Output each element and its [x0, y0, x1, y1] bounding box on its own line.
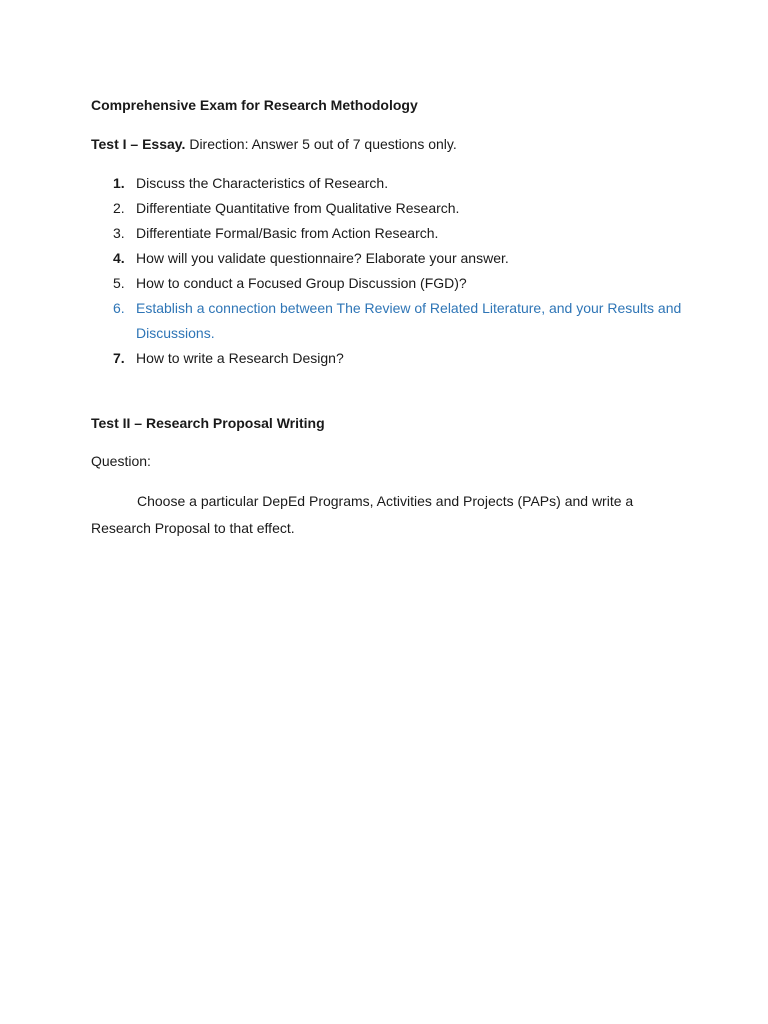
question-number: 7. — [113, 350, 125, 366]
question-text: Establish a connection between The Review of Related Literature, and your Results and Discussions. — [136, 300, 682, 341]
question-number: 5. — [113, 275, 125, 291]
question-number: 4. — [113, 250, 125, 266]
question-text: Discuss the Characteristics of Research. — [136, 175, 389, 191]
list-item — [91, 246, 691, 271]
question-number: 6. — [113, 300, 125, 316]
test2-heading: Test II – Research Proposal Writing — [91, 415, 325, 431]
list-item — [91, 346, 691, 371]
question-number: 3. — [113, 225, 125, 241]
question-text: How will you validate questionnaire? Elaborate your answer. — [136, 250, 509, 266]
list-item-highlighted — [91, 296, 691, 346]
list-item — [91, 171, 691, 196]
question-number: 2. — [113, 200, 125, 216]
list-item — [91, 196, 691, 221]
proposal-question-text: Choose a particular DepEd Programs, Activities and Projects (PAPs) and write a Research Proposal to that effect. — [91, 493, 634, 536]
question-text: Differentiate Formal/Basic from Action Research. — [136, 225, 439, 241]
question-list — [91, 171, 691, 371]
test1-heading — [91, 134, 457, 154]
question-text: How to conduct a Focused Group Discussion (FGD)? — [136, 275, 467, 291]
question-text: How to write a Research Design? — [136, 350, 344, 366]
list-item — [91, 271, 691, 296]
page-title: Comprehensive Exam for Research Methodology — [91, 97, 418, 113]
question-number: 1. — [113, 175, 125, 191]
list-item — [91, 221, 691, 246]
test1-direction: Direction: Answer 5 out of 7 questions only. — [185, 136, 457, 152]
question-text: Differentiate Quantitative from Qualitative Research. — [136, 200, 460, 216]
question-label: Question: — [91, 453, 151, 469]
test1-heading-lead: Test I – Essay. — [91, 136, 186, 152]
